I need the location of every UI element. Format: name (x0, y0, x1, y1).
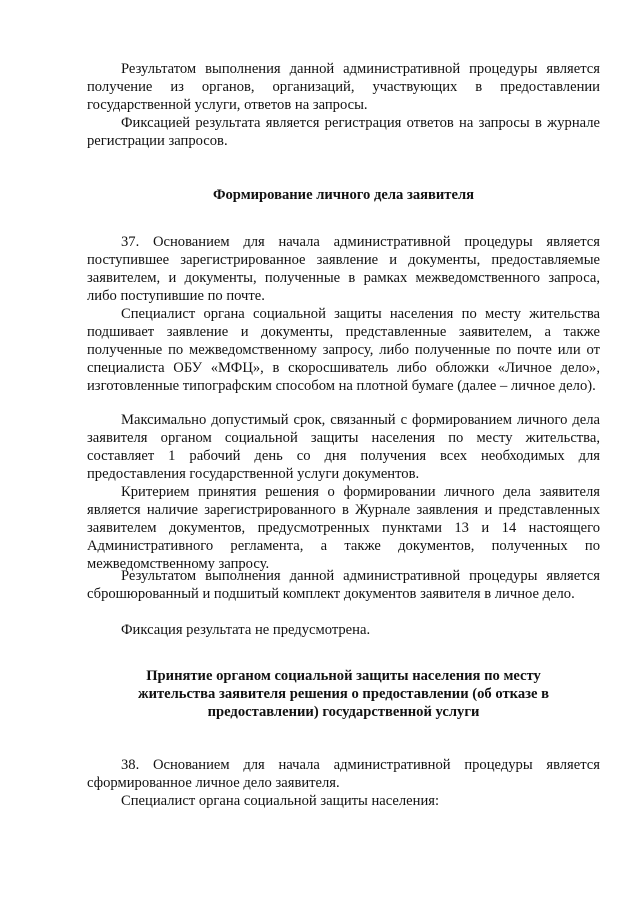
paragraph-fixation-requests: Фиксацией результата является регистрация ответов на запросы в журнале регистрации запросов. (87, 115, 600, 149)
paragraph-specialist-colon: Специалист органа социальной защиты населения: (121, 793, 440, 809)
section-heading-personal-file: Формирование личного дела заявителя (212, 187, 475, 203)
paragraph-result-file: Результатом выполнения данной административной процедуры является сброшюрованный и подшитый комплект документов заявителя в личное дело. (87, 568, 600, 602)
paragraph-max-term: Максимально допустимый срок, связанный с формированием личного дела заявителя органом социальной защиты населения по месту жительства, составляет 1 рабочий день со дня получения всех необходимых для предоставления государственной услуги документов. (87, 412, 600, 482)
section-heading-decision-line1: Принятие органом социальной защиты населения по месту (146, 668, 541, 684)
section-heading-decision (87, 667, 600, 721)
paragraph-criteria: Критерием принятия решения о формировании личного дела заявителя является наличие зарегистрированного в Журнале заявления и представленных заявителем документов, предусмотренных пунктами 13 и 14 настоящего Административного регламента, а также документов, полученных по межведомственному запросу. (87, 484, 600, 572)
section-heading-decision-line3: предоставлении) государственной услуги (207, 704, 480, 720)
paragraph-fixation-none: Фиксация результата не предусмотрена. (121, 622, 371, 638)
paragraph-specialist-files: Специалист органа социальной защиты населения по месту жительства подшивает заявление и документы, представленные заявителем, а также полученные по межведомственному запросу, либо полученные по почте или от специалиста ОБУ «МФЦ», в скоросшиватель либо обложки «Личное дело», изготовленные типографским способом на плотной бумаге (далее – личное дело). (87, 306, 600, 394)
paragraph-38: 38. Основанием для начала административной процедуры является сформированное личное дело заявителя. (87, 757, 600, 791)
section-heading-decision-line2: жительства заявителя решения о предоставлении (об отказе в (137, 686, 549, 702)
paragraph-result-requests: Результатом выполнения данной административной процедуры является получение из органов, организаций, участвующих в предоставлении государственной услуги, ответов на запросы. (87, 61, 600, 113)
paragraph-37: 37. Основанием для начала административной процедуры является поступившее зарегистрированное заявление и документы, предоставляемые заявителем, и документы, полученные в рамках межведомственного запроса, либо поступившие по почте. (87, 234, 600, 304)
